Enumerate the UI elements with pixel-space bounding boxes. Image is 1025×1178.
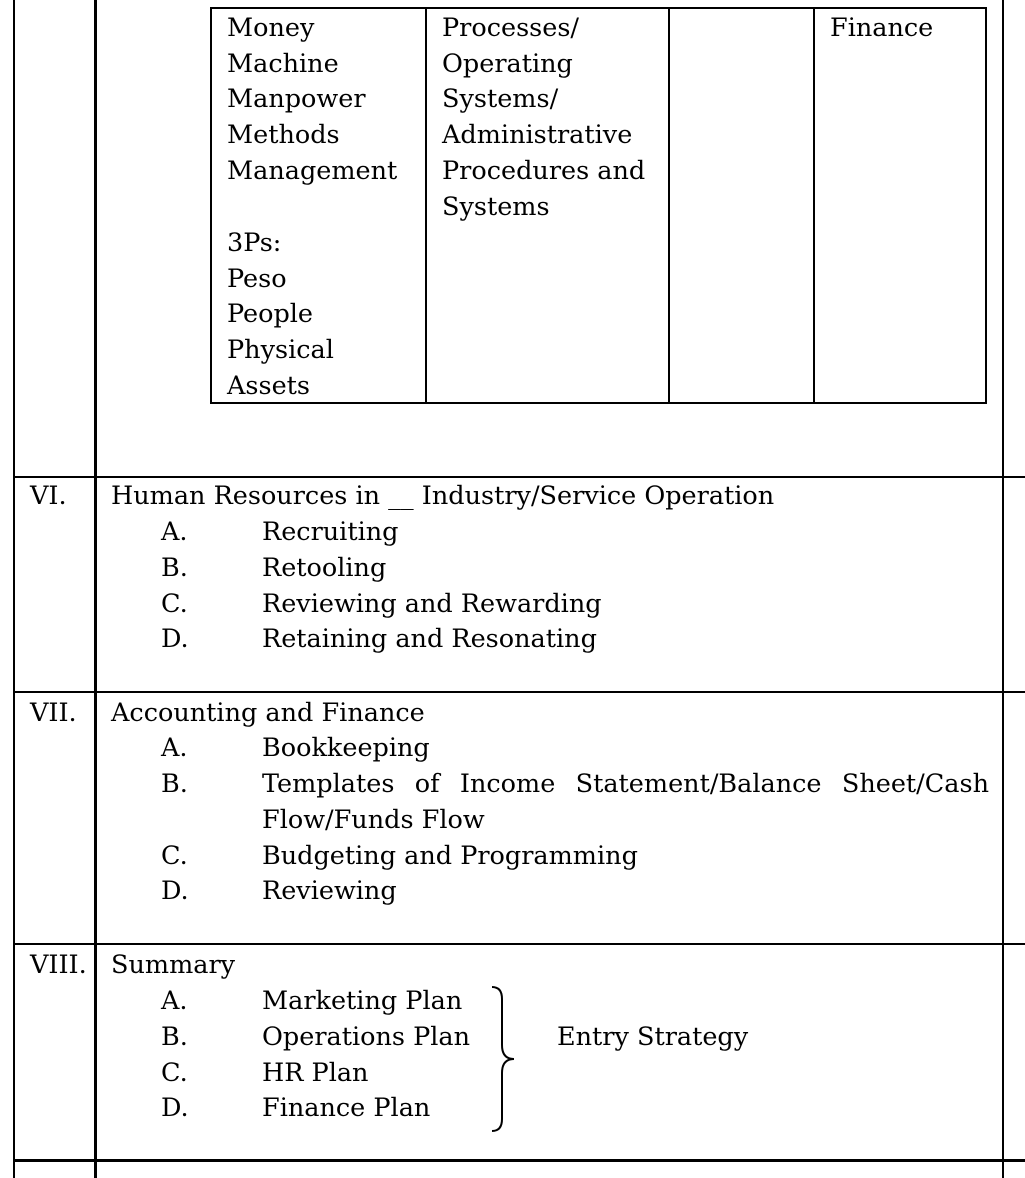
section-numeral: VI. [30, 481, 67, 511]
outer-left-border [13, 0, 15, 1178]
inner-col4-cell: Finance [830, 13, 934, 43]
inner-col1-line: Manpower [227, 84, 366, 114]
inner-col-border-4 [813, 7, 815, 404]
inner-col1-line: People [227, 299, 314, 329]
section-numeral: VII. [30, 698, 77, 728]
inner-table-bottom [210, 402, 987, 404]
item-letter: A. [161, 733, 188, 763]
section-numeral: VIII. [30, 950, 87, 980]
inner-table-top [210, 7, 987, 9]
brace-label: Entry Strategy [557, 1022, 749, 1052]
inner-col2-line: Systems/ [442, 84, 559, 114]
inner-col1-line: Methods [227, 120, 340, 150]
inner-col2-line: Systems [442, 192, 550, 222]
inner-col1-line: Money [227, 13, 315, 43]
item-text: Retaining and Resonating [262, 624, 597, 654]
item-text: Operations Plan [262, 1022, 471, 1052]
item-text: Bookkeeping [262, 733, 430, 763]
row-divider-before-vii [13, 691, 1025, 693]
item-text: Templates of Income Statement/Balance Sheet/Cash [262, 769, 989, 799]
section-title: Accounting and Finance [111, 698, 425, 728]
item-text: Finance Plan [262, 1093, 431, 1123]
inner-col1-line: Assets [227, 371, 311, 401]
inner-col-border-3 [668, 7, 670, 404]
item-letter: D. [161, 1093, 189, 1123]
item-letter: A. [161, 986, 188, 1016]
item-text: Reviewing [262, 876, 397, 906]
section-title: Human Resources in __ Industry/Service Operation [111, 481, 775, 511]
inner-col-border-2 [425, 7, 427, 404]
item-text: Marketing Plan [262, 986, 463, 1016]
inner-col2-line: Procedures and [442, 156, 646, 186]
item-letter: D. [161, 624, 189, 654]
item-letter: C. [161, 1058, 188, 1088]
item-text: Reviewing and Rewarding [262, 589, 602, 619]
item-text: Recruiting [262, 517, 399, 547]
section-title: Summary [111, 950, 236, 980]
inner-col1-heading: 3Ps: [227, 228, 282, 258]
item-text: HR Plan [262, 1058, 369, 1088]
inner-col-border-1 [210, 7, 212, 404]
item-text: Retooling [262, 553, 387, 583]
item-letter: C. [161, 841, 188, 871]
item-letter: B. [161, 553, 188, 583]
item-letter: A. [161, 517, 188, 547]
item-text-continuation: Flow/Funds Flow [262, 805, 485, 835]
inner-col1-line: Machine [227, 49, 339, 79]
inner-col2-line: Administrative [442, 120, 633, 150]
inner-col1-line: Peso [227, 264, 287, 294]
item-letter: C. [161, 589, 188, 619]
right-curly-brace [488, 985, 518, 1133]
item-letter: B. [161, 769, 188, 799]
inner-col1-line: Physical [227, 335, 334, 365]
inner-col2-line: Processes/ [442, 13, 580, 43]
outer-right-border [1002, 0, 1004, 1178]
inner-col2-line: Operating [442, 49, 573, 79]
item-letter: D. [161, 876, 189, 906]
item-letter: B. [161, 1022, 188, 1052]
inner-col1-line: Management [227, 156, 398, 186]
item-text: Budgeting and Programming [262, 841, 638, 871]
inner-col-border-5 [985, 7, 987, 404]
row-divider-bottom [13, 1159, 1025, 1162]
row-divider-before-viii [13, 943, 1025, 945]
numeral-column-divider [94, 0, 97, 1178]
